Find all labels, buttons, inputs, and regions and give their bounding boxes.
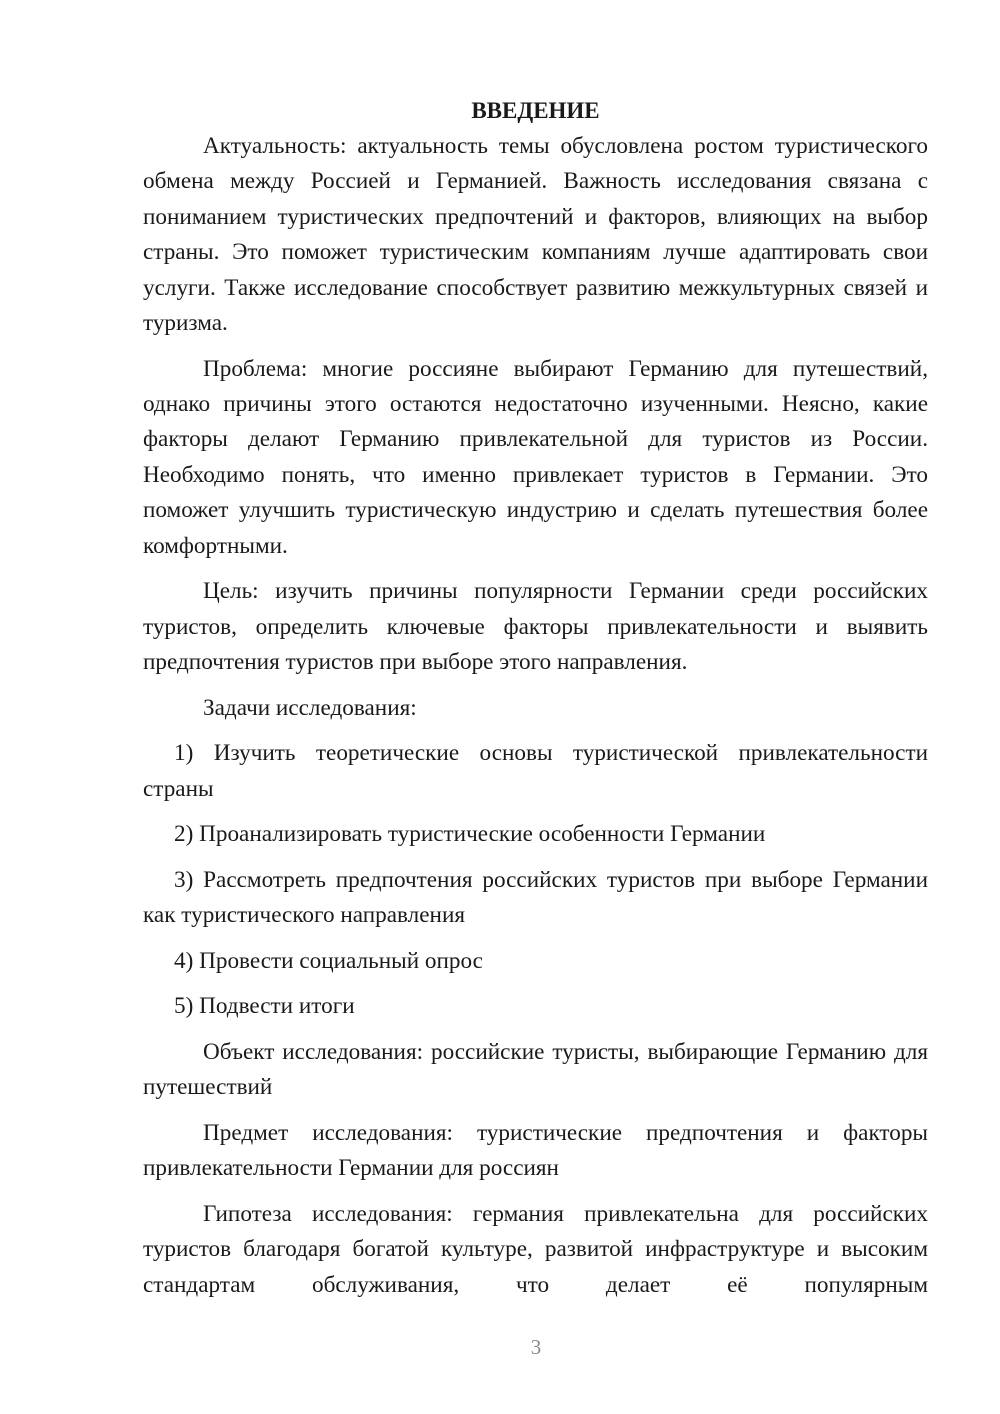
paragraph-subject: Предмет исследования: туристические предпочтения и факторы привлекательности Германии для россиян [143, 1120, 928, 1182]
task-item: 3) Рассмотреть предпочтения российских туристов при выборе Германии как туристического направления [143, 866, 928, 929]
page-number: 3 [530, 1335, 542, 1359]
paragraph-relevance: Актуальность: актуальность темы обусловлена ростом туристического обмена между Россией и Германией. Важность исследования связана с пониманием туристических предпочтений и факторов, влияющих на выбор страны. Это поможет туристическим компаниям лучше адаптировать свои услуги. Также исследование способствует развитию межкультурных связей и туризма. [143, 133, 928, 337]
paragraph-hypothesis: Гипотеза исследования: германия привлекательна для российских туристов благодаря богатой культуре, развитой инфраструктуре и высоким стандартам обслуживания, что делает её популярным [143, 1201, 928, 1298]
page-content [143, 94, 928, 1313]
task-item: 1) Изучить теоретические основы туристической привлекательности страны [143, 740, 928, 802]
task-item: 4) Провести социальный опрос [174, 947, 483, 974]
task-list [143, 736, 928, 1025]
task-item: 2) Проанализировать туристические особенности Германии [174, 821, 766, 848]
paragraph-object: Объект исследования: российские туристы, выбирающие Германию для путешествий [143, 1039, 928, 1101]
paragraph-tasks-heading: Задачи исследования: [203, 694, 417, 721]
task-item: 5) Подвести итоги [174, 993, 355, 1020]
page-title: ВВЕДЕНИЕ [471, 98, 600, 123]
paragraph-problem: Проблема: многие россияне выбирают Германию для путешествий, однако причины этого остаются недостаточно изученными. Неясно, какие факторы делают Германию привлекательной для туристов из России. Необходимо понять, что именно привлекает туристов в Германии. Это поможет улучшить туристическую индустрию и сделать путешествия более комфортными. [143, 355, 928, 559]
paragraph-goal: Цель: изучить причины популярности Германии среди российских туристов, определить ключевые факторы привлекательности и выявить предпочтения туристов при выборе этого направления. [143, 578, 928, 676]
